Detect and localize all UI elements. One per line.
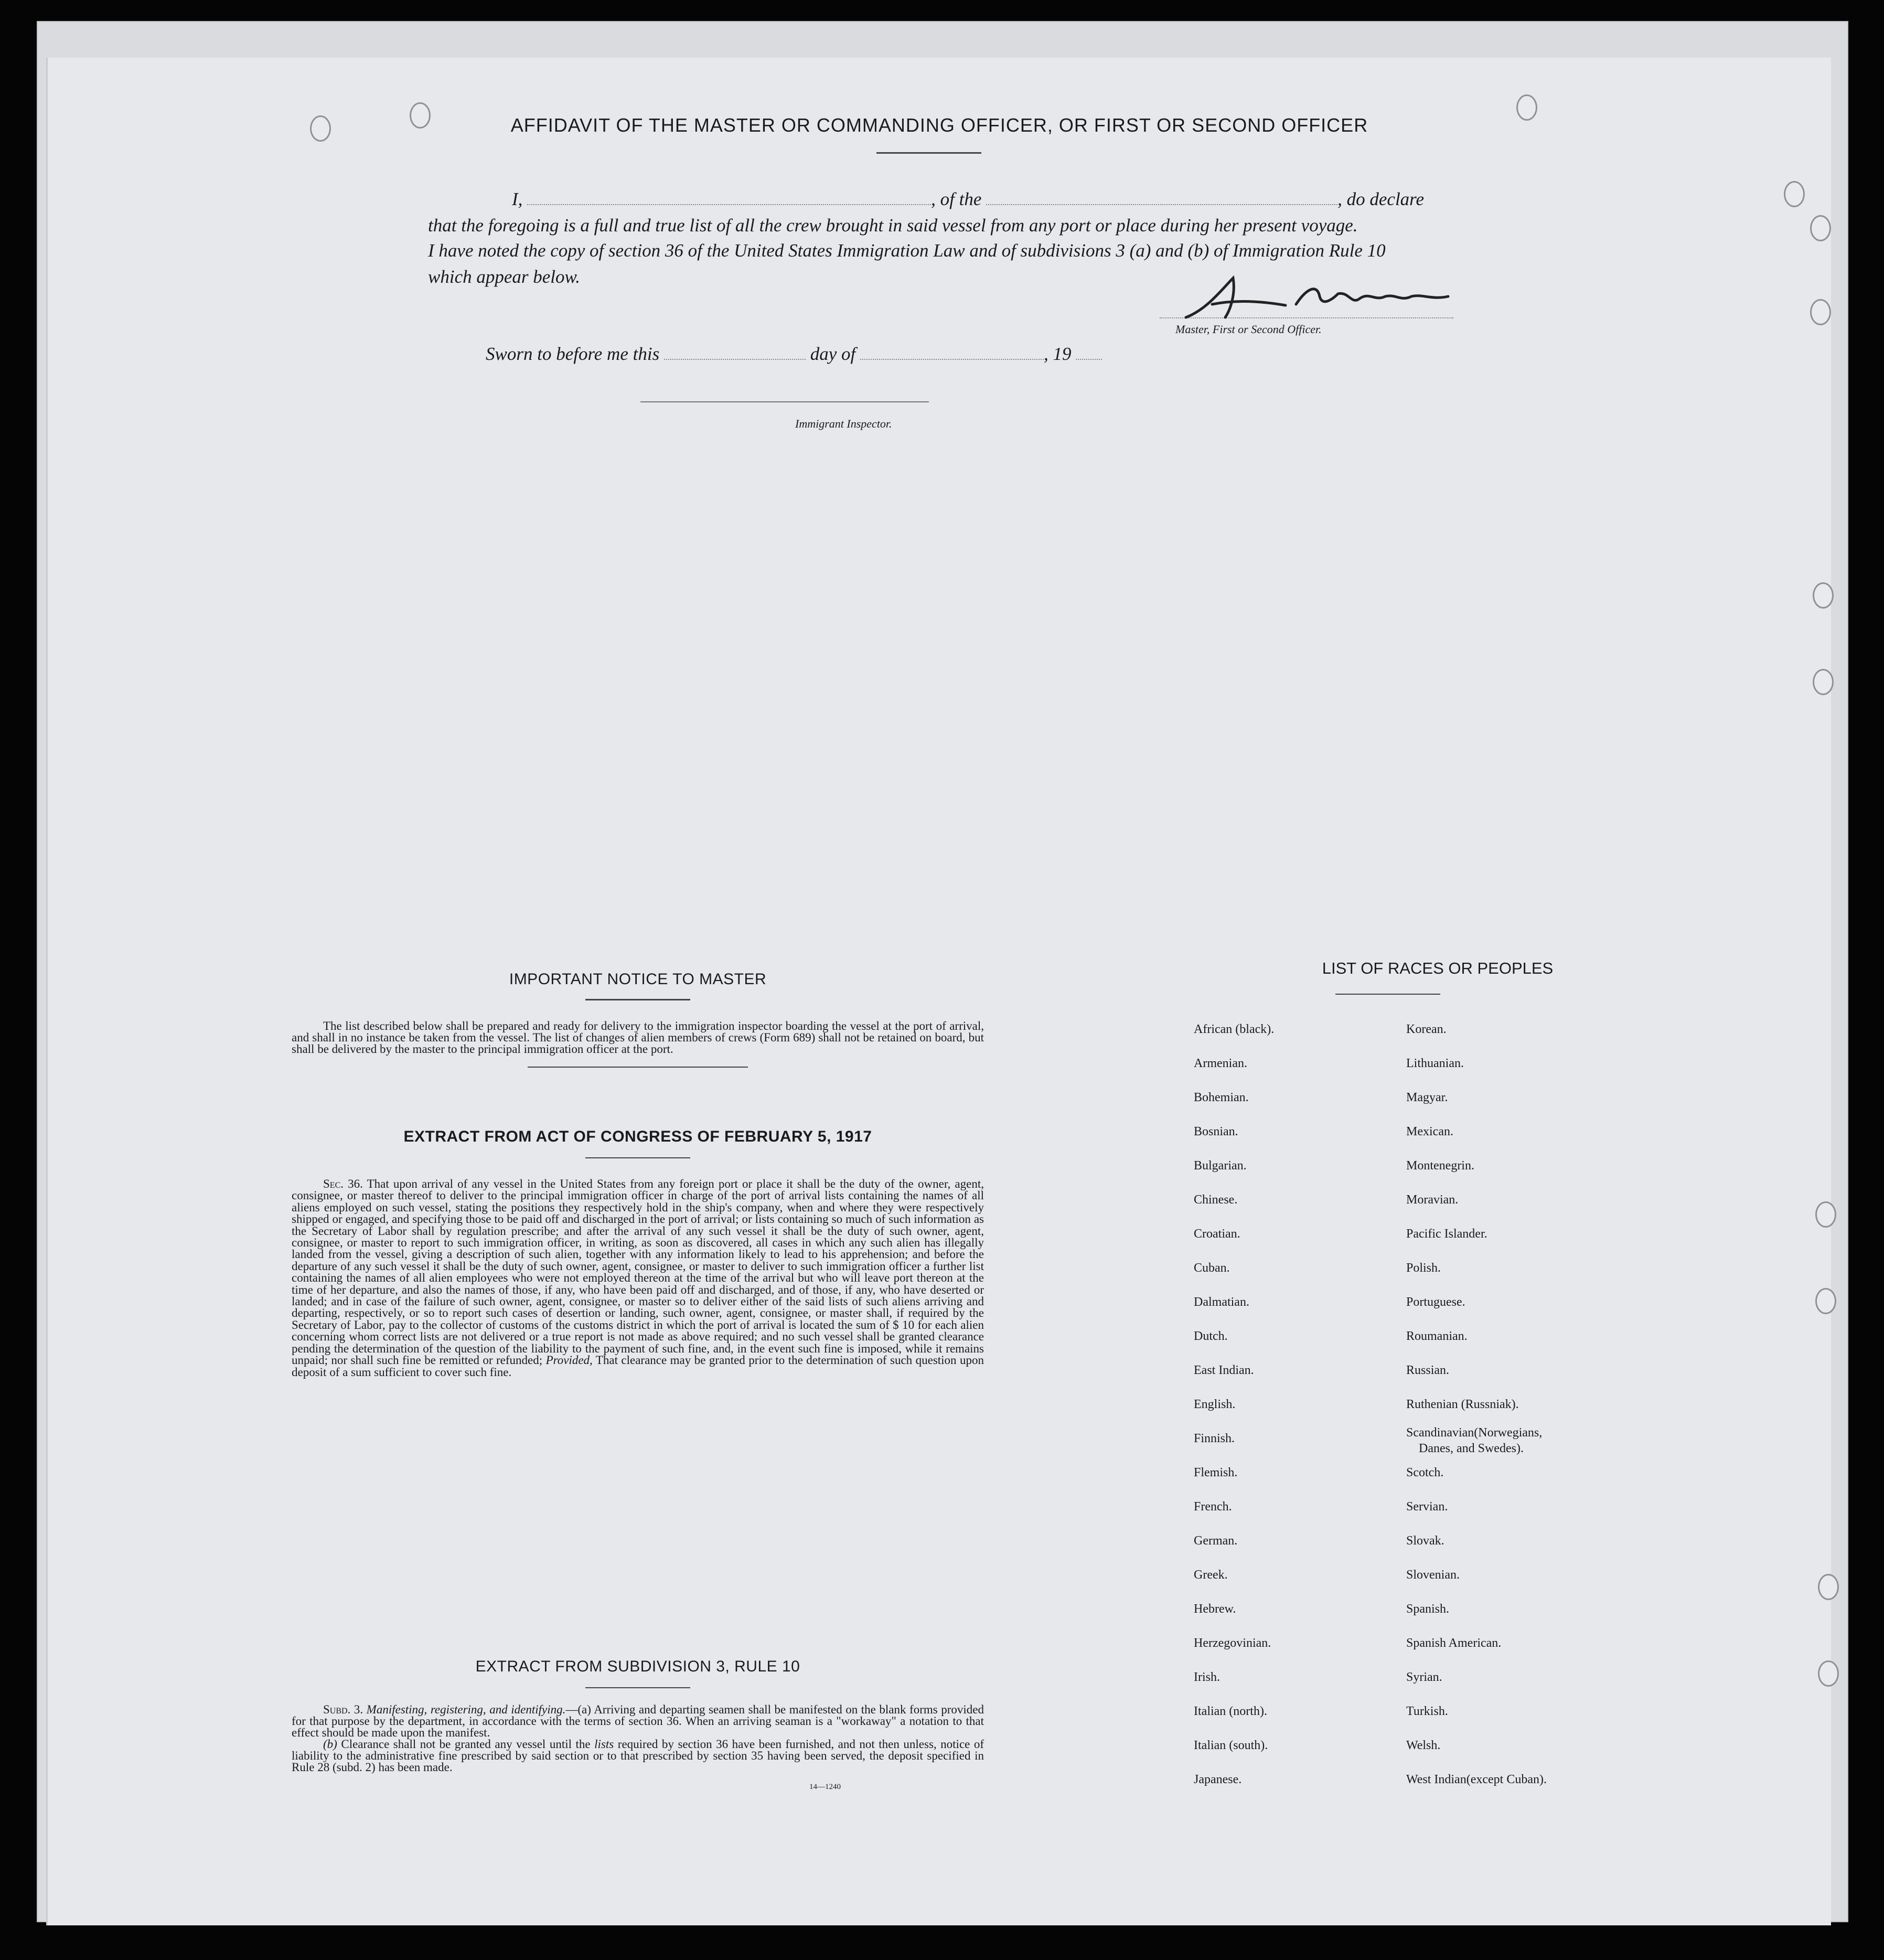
race-item: Bosnian. bbox=[1194, 1125, 1238, 1138]
race-item: Irish. bbox=[1194, 1670, 1220, 1684]
divider bbox=[528, 1067, 748, 1068]
year-blank[interactable] bbox=[1076, 359, 1102, 360]
race-item: Finnish. bbox=[1194, 1432, 1235, 1445]
affidavit-line-3: I have noted the copy of section 36 of the United States Immigration Law and of subdivisions 3 (a) and (b) of Immigration Rule 10 bbox=[428, 240, 1386, 261]
rule-title: EXTRACT FROM SUBDIVISION 3, RULE 10 bbox=[475, 1658, 800, 1675]
punch-hole-icon bbox=[1815, 1288, 1836, 1314]
race-item: Scotch. bbox=[1406, 1466, 1444, 1479]
day-of-text: day of bbox=[810, 344, 856, 364]
form-code: 14—1240 bbox=[809, 1783, 841, 1791]
punch-hole-icon bbox=[1813, 582, 1834, 609]
affidavit-line-4: which appear below. bbox=[428, 267, 581, 287]
b-lists: lists bbox=[594, 1738, 614, 1751]
affidavit-of-the: , of the bbox=[931, 189, 982, 209]
affidavit-title: AFFIDAVIT OF THE MASTER OR COMMANDING OFFICER, OR FIRST OR SECOND OFFICER bbox=[510, 114, 1368, 136]
race-item: Roumanian. bbox=[1406, 1329, 1468, 1343]
race-item: Turkish. bbox=[1406, 1705, 1448, 1718]
affidavit-line-2: that the foregoing is a full and true list of all the crew brought in said vessel from any port or place during her present voyage. bbox=[428, 215, 1358, 236]
race-item: African (black). bbox=[1194, 1022, 1275, 1036]
race-item: Lithuanian. bbox=[1406, 1057, 1464, 1070]
race-item: Portuguese. bbox=[1406, 1295, 1465, 1309]
race-item: Bohemian. bbox=[1194, 1091, 1249, 1104]
act-proviso-word: Provided, bbox=[545, 1354, 593, 1367]
year-prefix: , 19 bbox=[1043, 344, 1072, 364]
punch-hole-icon bbox=[1818, 1574, 1839, 1600]
race-item: Japanese. bbox=[1194, 1773, 1242, 1786]
act-section-label: Sec. 36. bbox=[323, 1177, 363, 1190]
punch-hole-icon bbox=[1810, 299, 1831, 325]
races-left-column bbox=[1194, 1013, 1274, 1797]
affidavit-declare: , do declare bbox=[1337, 189, 1425, 209]
race-item: Mexican. bbox=[1406, 1125, 1453, 1138]
race-item: Herzegovinian. bbox=[1194, 1636, 1271, 1650]
month-blank[interactable] bbox=[860, 359, 1044, 360]
punch-hole-icon bbox=[1815, 1201, 1836, 1228]
document-page bbox=[46, 58, 1831, 1925]
race-item: English. bbox=[1194, 1398, 1236, 1411]
race-item: Hebrew. bbox=[1194, 1602, 1236, 1616]
divider bbox=[585, 1157, 690, 1158]
vessel-blank[interactable] bbox=[986, 204, 1337, 205]
race-item: Cuban. bbox=[1194, 1261, 1230, 1275]
b-text-2: required by section 36 have been furnished, and not then unless, notice of liability to the administrative fine prescribed by said section or to that prescribed by section 35 having been served, the deposit specified in Rule 28 (subd. 2) has been made. bbox=[292, 1738, 984, 1774]
divider bbox=[585, 999, 690, 1000]
race-item: Bulgarian. bbox=[1194, 1159, 1247, 1173]
divider bbox=[876, 152, 981, 154]
name-blank[interactable] bbox=[527, 204, 931, 205]
race-item: Slovenian. bbox=[1406, 1568, 1460, 1582]
race-item: Italian (north). bbox=[1194, 1705, 1267, 1718]
sworn-line bbox=[486, 344, 1587, 365]
b-text-1: Clearance shall not be granted any vessel until the bbox=[341, 1738, 591, 1751]
race-item: Dutch. bbox=[1194, 1329, 1228, 1343]
inspector-signature-line bbox=[640, 401, 929, 402]
notice-text: The list described below shall be prepared and ready for delivery to the immigration inspector boarding the vessel at the port of arrival, and shall in no instance be taken from the vessel. The list of changes of alien members of crews (Form 689) shall not be retained on board, but shall be delivered by the master to the principal immigration officer at the port. bbox=[292, 1019, 984, 1056]
act-title: EXTRACT FROM ACT OF CONGRESS OF FEBRUARY 5, 1917 bbox=[403, 1128, 872, 1145]
race-item: Servian. bbox=[1406, 1500, 1448, 1514]
notice-title: IMPORTANT NOTICE TO MASTER bbox=[509, 971, 767, 988]
a-label: —(a) bbox=[565, 1703, 591, 1716]
race-item: Slovak. bbox=[1406, 1534, 1444, 1548]
b-label: (b) bbox=[323, 1738, 337, 1751]
punch-hole-icon bbox=[1818, 1660, 1839, 1687]
sworn-text: Sworn to before me this bbox=[486, 344, 660, 364]
race-item: Spanish. bbox=[1406, 1602, 1450, 1616]
race-item: Greek. bbox=[1194, 1568, 1228, 1582]
punch-hole-icon bbox=[1784, 181, 1805, 207]
races-title: LIST OF RACES OR PEOPLES bbox=[1322, 959, 1554, 977]
act-proviso-text: That clearance may be granted prior to the determination of such question upon deposit of a sum sufficient to cover such fine. bbox=[292, 1354, 984, 1379]
act-body: That upon arrival of any vessel in the United States from any foreign port or place it shall be the duty of the owner, agent, consignee, or master thereof to deliver to the principal immigration officer in charge of the port of arrival lists containing the names of all aliens employed on such vessel, stating the positions they respectively hold in the ship's company, when and where they were respectively shipped or engaged, and specifying those to be paid off and discharged in the port of arrival; or lists containing so much of such information as the Secretary of Labor shall by regulation prescribe; and after the arrival of any such vessel it shall be the duty of such owner, agent, consignee, or master to report to such immigration officer, in writing, as soon as discovered, all cases in which any such alien has illegally landed from the vessel, giving a description of such alien, together with any information likely to lead to his apprehension; and before the departure of any such vessel it shall be the duty of such owner, agent, consignee, or master to deliver to such immigration officer a further list containing the names of all alien employees who were not employed thereon at the time of the arrival but who will leave port thereon at the time of her departure, and also the names of those, if any, who have been paid off and discharged, and of those, if any, who have deserted or landed; and in case of the failure of such owner, agent, consignee, or master so to deliver either of the said lists of such aliens arriving and departing, respectively, or so to report such cases of desertion or landing, such owner, agent, consignee, or master shall, if required by the Secretary of Labor, pay to the collector of customs of the customs district in which the port of arrival is located the sum of $ 10 for each alien concerning whom correct lists are not delivered or a true report is not made as above required; and no such vessel shall be granted clearance pending the determination of the question of the liability to the payment of such fine, and, in the event such fine is imposed, while it remains unpaid; nor shall such fine be remitted or refunded; bbox=[292, 1177, 984, 1367]
act-text bbox=[292, 1178, 984, 1378]
divider bbox=[1335, 994, 1440, 995]
race-item: Polish. bbox=[1406, 1261, 1441, 1275]
race-item: Italian (south). bbox=[1194, 1739, 1268, 1752]
race-item: West Indian(except Cuban). bbox=[1406, 1773, 1547, 1786]
signature-label: Master, First or Second Officer. bbox=[1175, 323, 1322, 336]
race-item: Ruthenian (Russniak). bbox=[1406, 1398, 1519, 1411]
race-item: Russian. bbox=[1406, 1364, 1450, 1377]
affidavit-i: I, bbox=[512, 189, 523, 209]
race-item: Chinese. bbox=[1194, 1193, 1238, 1207]
rule-subd-b bbox=[292, 1739, 984, 1773]
race-item: Dalmatian. bbox=[1194, 1295, 1249, 1309]
day-blank[interactable] bbox=[664, 359, 806, 360]
rule-section bbox=[292, 1658, 984, 1773]
race-item: Pacific Islander. bbox=[1406, 1227, 1487, 1241]
race-item: Montenegrin. bbox=[1406, 1159, 1474, 1173]
inspector-label: Immigrant Inspector. bbox=[795, 417, 892, 430]
race-item: East Indian. bbox=[1194, 1364, 1254, 1377]
divider bbox=[585, 1687, 690, 1688]
subd-heading: Manifesting, registering, and identifying. bbox=[366, 1703, 566, 1716]
race-item: Syrian. bbox=[1406, 1670, 1442, 1684]
signature-image bbox=[1175, 268, 1469, 325]
punch-hole-icon bbox=[1813, 669, 1834, 695]
race-item-continuation: Danes, and Swedes). bbox=[1419, 1442, 1524, 1455]
notice-section bbox=[292, 971, 984, 1068]
races-right-column bbox=[1406, 1013, 1547, 1797]
race-item: Moravian. bbox=[1406, 1193, 1459, 1207]
race-item: Scandinavian(Norwegians, Danes, and Swedes). bbox=[1406, 1422, 1547, 1456]
race-item: Welsh. bbox=[1406, 1739, 1441, 1752]
race-item: Flemish. bbox=[1194, 1466, 1238, 1479]
subd-label: Subd. 3. bbox=[323, 1703, 363, 1716]
race-item: Magyar. bbox=[1406, 1091, 1448, 1104]
race-item: Spanish American. bbox=[1406, 1636, 1502, 1650]
rule-subd-a bbox=[292, 1704, 984, 1739]
race-item: Armenian. bbox=[1194, 1057, 1247, 1070]
race-item: French. bbox=[1194, 1500, 1232, 1514]
act-section bbox=[292, 1128, 984, 1378]
race-item: Korean. bbox=[1406, 1022, 1447, 1036]
race-item: Croatian. bbox=[1194, 1227, 1240, 1241]
affidavit-line-1 bbox=[428, 189, 1529, 210]
race-item: German. bbox=[1194, 1534, 1238, 1548]
punch-hole-icon bbox=[1810, 215, 1831, 241]
a-text: Arriving and departing seamen shall be manifested on the blank forms provided for that purpose by the department, in accordance with the terms of section 36. When an arriving seaman is a "workaway" a notation to that effect should be made upon the manifest. bbox=[292, 1703, 984, 1739]
